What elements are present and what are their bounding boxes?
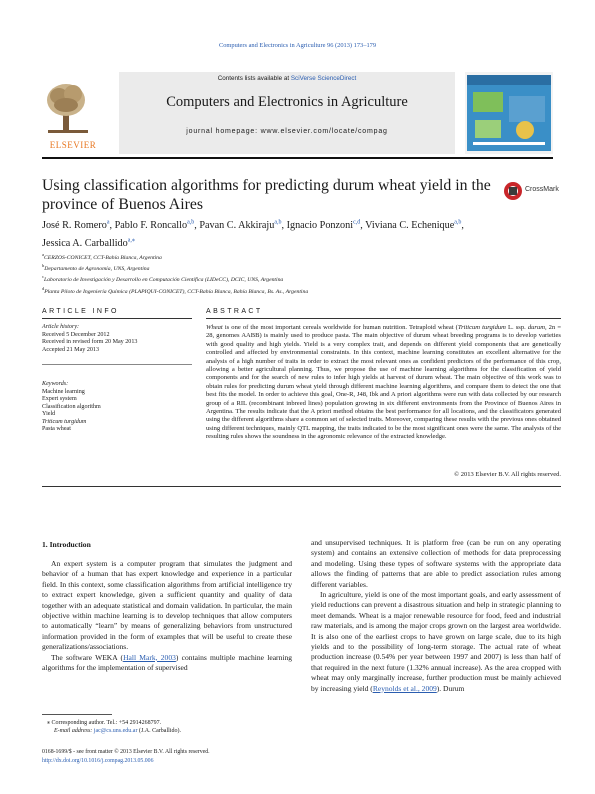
article-info-rule [42,318,192,319]
corresponding-author-note: ⁎ Corresponding author. Tel.: +54 2914268797. [47,720,162,726]
keyword-item: Pasta wheat [42,426,71,432]
keyword-item: Machine learning [42,388,85,395]
author[interactable]: Jessica A. Carballido$^{a,⁎}$ [42,237,135,249]
elsevier-wordmark: ELSEVIER [49,140,97,150]
keyword-item: Triticum turgidum [42,418,87,425]
intro-paragraph: and unsupervised techniques. It is platform free (can be run on any operating system) and contains an extensive collection of methods for data preprocessing and modeling. Using these types of software systems with the appropriate data allows the finding of patterns that are able to predict association rules among different variables. [311,538,561,589]
affiliation-item: $^b$Departamento de Agronomía, UNS, Argentina [42,263,150,273]
email-link[interactable]: jac@cs.uns.edu.ar [93,728,138,734]
abstract-bottom-rule [42,486,561,487]
author[interactable]: Pavan C. Akkiraju$^{a,b}$, [199,220,287,232]
bottom-meta [42,748,342,765]
history-label: Article history: [42,324,80,330]
abstract-copyright: © 2013 Elsevier B.V. All rights reserved. [454,471,561,478]
journal-homepage[interactable]: journal homepage: www.elsevier.com/locate/compag [186,128,388,135]
intro-paragraph: In agriculture, yield is one of the most important goals, and early assessment of yield reductions can prevent a disastrous situation and help in strategic planning to meet demands. Wheat is a major renewable resource for food, feed and industrial raw materials, and is among the major crops grown on the largest area worldwide. It is also one of the earliest crops to have grown on large scale, due to its high yields and to the possibility of long-term storage. The actual rate of wheat production increase (0.54% per year between 1997 and 2007) is less than half of that required in the next future (1.32% annual increase). As the area cropped with wheat may only marginally increase, further production must be mainly achieved by increasing yield (Reynolds et al., 2009). Durum [311,590,561,693]
history-item: Received in revised form 20 May 2013 [42,339,138,345]
email-note: E-mail address: jac@cs.uns.edu.ar (J.A. Carballido). [54,728,181,734]
author[interactable]: Ignacio Ponzoni$^{c,d}$, [286,220,366,232]
abstract-text: Wheat is one of the most important cereals worldwide for human nutrition. Tetraploid wheat (Triticum turgidum L. ssp. durum, 2n = 28, genomes AABB) is mainly used to produce pasta. The main objective of durum wheat breeding programs is to develop varieties with good quality and high yields. Yield is a very complex trait, and depends on different yield components that are genetically controlled and affected by environmental constraints. In this context, machine learning constitutes an excellent alternative for the analysis of a high number of traits in order to extract the most relevant ones as confident predictors of the performance of this crop, allowing a better agricultural planning. Thus, we propose the use of machine learning algorithms for the classification of yield components and for the search of new rules to infer high yields at harvest of durum wheat. The main objective of this work was to obtain rules for predicting durum wheat yield through different machine learning algorithms, and compare them to detect the one that best fits the model. In order to achieve this goal, One-R, J48, Ibk and A priori algorithms were run with data collected by our research group of a RIL (recombinant inbreed lines) population growing in six different environments from the Province of Buenos Aires in Argentina. The results indicate that the A priori method obtains the best performance for all locations, and the classificators generated using the different algorithms share a common set of selected traits. Moreover, comparing these results with the previous ones obtained using different techniques, mainly QTL mapping, the traits indicated to be the most significant ones were the same. The analysis of the resulting rules shows the soundness in the agronomic relevance of the extracted knowledge. [206,324,562,441]
article-history [42,324,192,354]
author[interactable]: José R. Romero$^a$, [42,220,115,232]
history-item: Accepted 21 May 2013 [42,346,100,353]
footnote-rule [42,714,112,715]
affiliation-item: $^d$Planta Piloto de Ingeniería Química (PLAPIQUI-CONICET), CCT-Bahía Blanca, Bahía Blanca, Bs. As., Argentina [42,285,309,295]
header-rule [42,157,553,159]
intro-left-column [42,559,292,673]
crossmark-badge[interactable] [503,180,563,202]
citation-link-reynolds[interactable]: Reynolds et al., 2009 [372,683,437,693]
section-heading-introduction: 1. Introduction [42,540,91,549]
keyword-item: Classification algorithm [42,403,101,410]
author-list [42,216,557,251]
affiliation-item: $^a$CERZOS-CONICET, CCT-Bahía Blanca, Argentina [42,252,162,261]
affiliation-item: $^c$Laboratorio de Investigación y Desarrollo en Computación Científica (LIDeCC), DCIC, UNS, Argentina [42,274,284,284]
journal-header [42,72,553,154]
keywords [42,381,192,434]
citation-link-hall[interactable]: Hall Mark, 2003 [123,652,176,662]
keywords-label: Keywords: [42,381,69,387]
issn-line: 0168-1699/$ - see front matter © 2013 Elsevier B.V. All rights reserved. [42,749,210,755]
article-info-heading: ARTICLE INFO [42,308,119,315]
article-title: Using classification algorithms for predicting durum wheat yield in the province of Buenos Aires [42,177,491,213]
info-divider [42,364,192,365]
contents-line: Contents lists available at SciVerse ScienceDirect [217,75,357,82]
author[interactable]: Viviana C. Echenique$^{a,b}$, [365,220,464,232]
keyword-item: Yield [42,411,56,417]
abstract-heading: ABSTRACT [206,308,263,315]
footnotes [42,719,292,735]
author[interactable]: Pablo F. Roncallo$^{a,b}$, [114,220,200,232]
journal-citation[interactable]: Computers and Electronics in Agriculture 96 (2013) 173–179 [218,42,377,49]
intro-paragraph: An expert system is a computer program that simulates the judgment and behavior of a human that has expert knowledge and experience in a particular field. In this context, some classification algorithms from artificial intelligence try to extract expert knowledge, given a sufficient quantity and quality of data together with an adequate statistical and domain validation. In particular, the main objective within machine learning is to develop techniques that allow computers to automatically “learn” by means of generalizing behaviors from unstructured information provided in the form of examples that will be useful to create these generalizations/associations. [42,559,292,652]
intro-paragraph: The software WEKA (Hall Mark, 2003) contains multiple machine learning algorithms for the implementation of supervised [42,652,292,673]
journal-name: Computers and Electronics in Agriculture [166,94,408,110]
affiliations [42,251,557,296]
abstract-rule [206,318,561,319]
intro-right-column [311,538,561,694]
journal-cover-image [465,72,553,154]
doi-link[interactable]: http://dx.doi.org/10.1016/j.compag.2013.05.006 [42,757,154,764]
keyword-item: Expert system [42,396,77,402]
crossmark-label: CrossMark [525,186,559,193]
sciencedirect-link[interactable]: SciVerse ScienceDirect [290,75,357,82]
history-item: Received 5 December 2012 [42,331,110,338]
header-band [119,72,455,154]
